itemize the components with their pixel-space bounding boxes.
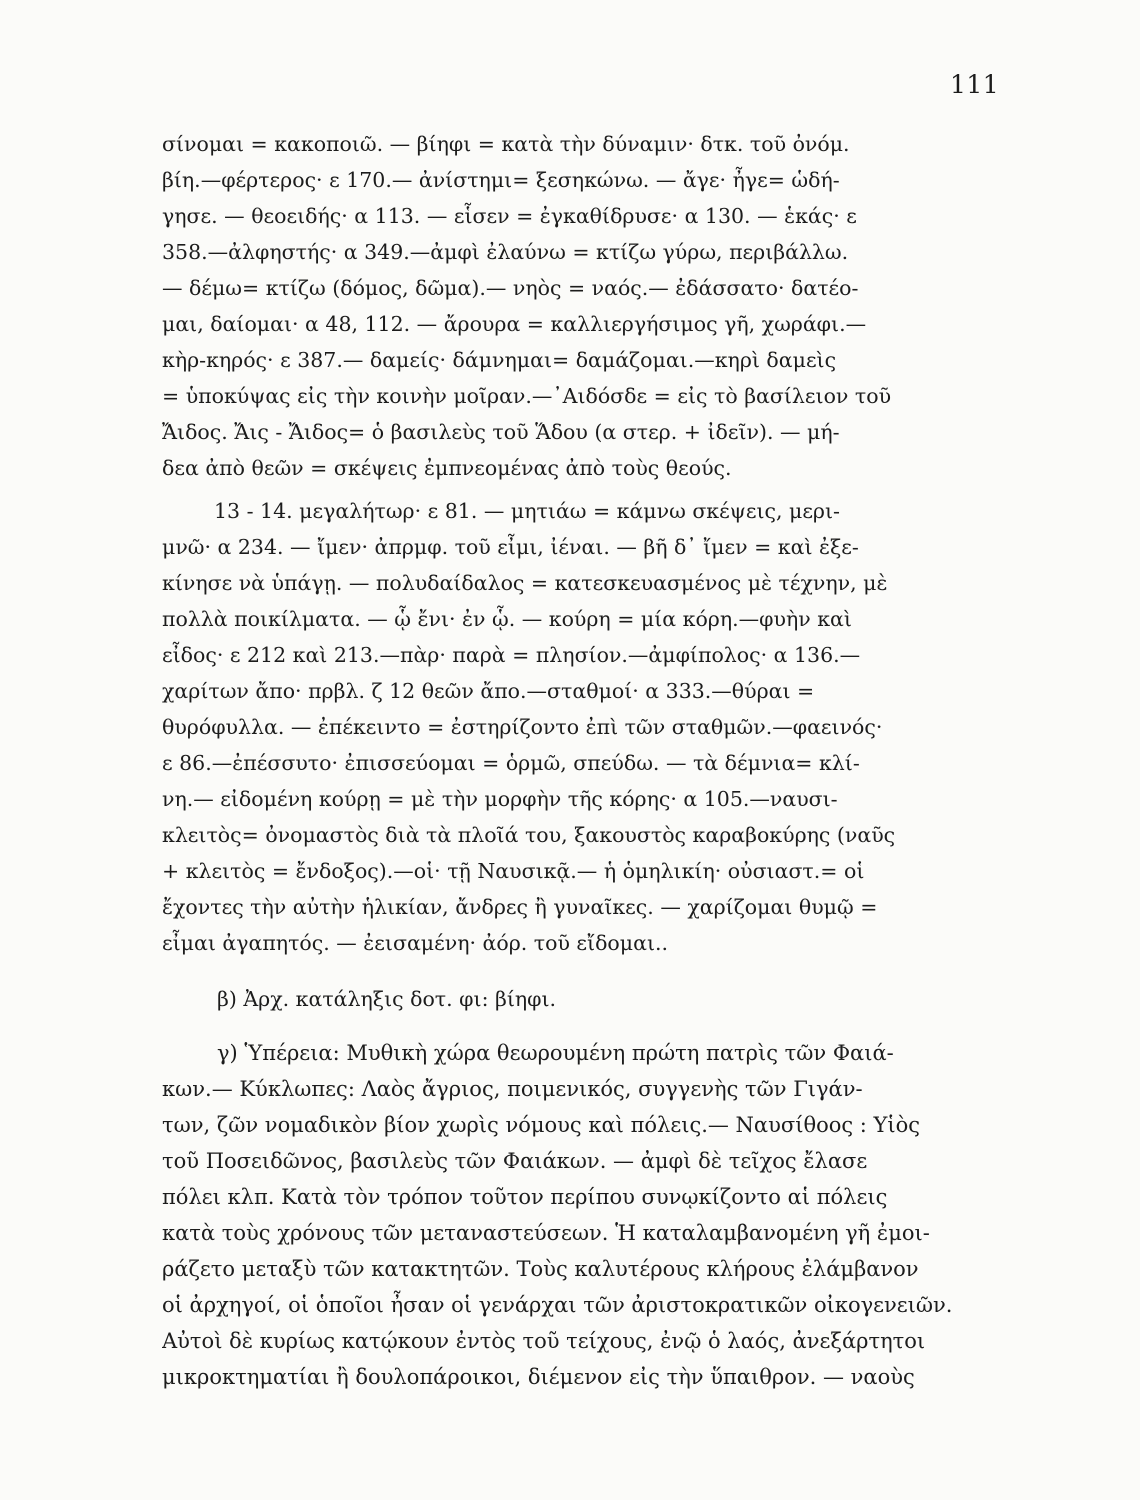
section-b-line: β) Ἀρχ. κατάληξις δοτ. φι: βίηφι. bbox=[217, 987, 557, 1011]
section-c-line: πόλει κλπ. Κατὰ τὸν τρόπον τοῦτον περίπου συνῳκίζοντο αἱ πόλεις bbox=[162, 1185, 888, 1209]
section-c-line: μικροκτηματίαι ἢ δουλοπάροικοι, διέμενον εἰς τὴν ὕπαιθρον. — ναοὺς bbox=[162, 1365, 915, 1389]
glossary-line: βίη.—φέρτερος· ε 170.— ἀνίστημι= ξεσηκώνω. — ἄγε· ἦγε= ὡδή- bbox=[162, 168, 840, 192]
glossary-line: θυρόφυλλα. — ἐπέκειντο = ἐστηρίζοντο ἐπὶ τῶν σταθμῶν.—φαεινός· bbox=[162, 715, 883, 739]
glossary-line: ε 86.—ἐπέσσυτο· ἐπισσεύομαι = ὁρμῶ, σπεύδω. — τὰ δέμνια= κλί- bbox=[162, 751, 860, 775]
glossary-line: + κλειτὸς = ἔνδοξος).—οἱ· τῇ Ναυσικᾷ.— ἡ ὁμηλικίη· οὐσιαστ.= οἱ bbox=[162, 859, 865, 883]
glossary-line: εἶδος· ε 212 καὶ 213.—πὰρ· παρὰ = πλησίον.—ἀμφίπολος· α 136.— bbox=[162, 643, 861, 667]
glossary-line: πολλὰ ποικίλματα. — ᾧ ἔνι· ἐν ᾧ. — κούρη = μία κόρη.—φυὴν καὶ bbox=[162, 607, 852, 631]
glossary-line: γησε. — θεοειδής· α 113. — εἷσεν = ἐγκαθίδρυσε· α 130. — ἑκάς· ε bbox=[162, 204, 857, 228]
glossary-line: κλειτὸς= ὀνομαστὸς διὰ τὰ πλοῖά του, ξακουστὸς καραβοκύρης (ναῦς bbox=[162, 823, 896, 847]
section-c-line: των, ζῶν νομαδικὸν βίον χωρὶς νόμους καὶ πόλεις.— Ναυσίθοος : Υἱὸς bbox=[162, 1113, 921, 1137]
section-c-line: Αὐτοὶ δὲ κυρίως κατῴκουν ἐντὸς τοῦ τείχους, ἐνῷ ὁ λαός, ἀνεξάρτητοι bbox=[162, 1329, 926, 1353]
glossary-line: νη.— εἰδομένη κούρῃ = μὲ τὴν μορφὴν τῆς κόρης· α 105.—ναυσι- bbox=[162, 787, 838, 811]
glossary-line: ἔχοντες τὴν αὐτὴν ἡλικίαν, ἄνδρες ἢ γυναῖκες. — χαρίζομαι θυμῷ = bbox=[162, 895, 878, 919]
section-c-line: κατὰ τοὺς χρόνους τῶν μεταναστεύσεων. Ἡ καταλαμβανομένη γῆ ἐμοι- bbox=[162, 1221, 930, 1245]
section-c-line: τοῦ Ποσειδῶνος, βασιλεὺς τῶν Φαιάκων. — ἀμφὶ δὲ τεῖχος ἔλασε bbox=[162, 1149, 868, 1173]
glossary-line: χαρίτων ἄπο· πρβλ. ζ 12 θεῶν ἄπο.—σταθμοί· α 333.—θύραι = bbox=[162, 679, 815, 703]
glossary-line: εἶμαι ἀγαπητός. — ἐεισαμένη· ἀόρ. τοῦ εἴδομαι.. bbox=[162, 931, 669, 955]
glossary-line: 13 - 14. μεγαλήτωρ· ε 81. — μητιάω = κάμνω σκέψεις, μερι- bbox=[214, 499, 840, 523]
section-c-line: οἱ ἀρχηγοί, οἱ ὁποῖοι ἦσαν οἱ γενάρχαι τῶν ἀριστοκρατικῶν οἰκογενειῶν. bbox=[162, 1293, 953, 1317]
glossary-line: μνῶ· α 234. — ἴμεν· ἀπρμφ. τοῦ εἶμι, ἰέναι. — βῆ δ᾿ ἴμεν = καὶ ἐξε- bbox=[162, 535, 859, 559]
commentary-text bbox=[162, 126, 997, 1395]
section-c-line: κων.— Κύκλωπες: Λαὸς ἄγριος, ποιμενικός, συγγενὴς τῶν Γιγάν- bbox=[162, 1077, 863, 1101]
glossary-line: κὴρ-κηρός· ε 387.— δαμείς· δάμνημαι= δαμάζομαι.—κηρὶ δαμεὶς bbox=[162, 348, 837, 372]
section-c-line: γ) Ὑπέρεια: Μυθικὴ χώρα θεωρουμένη πρώτη πατρὶς τῶν Φαιά- bbox=[217, 1041, 894, 1065]
glossary-line: κίνησε νὰ ὑπάγῃ. — πολυδαίδαλος = κατεσκευασμένος μὲ τέχνην, μὲ bbox=[162, 571, 888, 595]
glossary-line: σίνομαι = κακοποιῶ. — βίηφι = κατὰ τὴν δύναμιν· δτκ. τοῦ ὀνόμ. bbox=[162, 132, 850, 156]
section-c-line: ράζετο μεταξὺ τῶν κατακτητῶν. Τοὺς καλυτέρους κλήρους ἐλάμβανον bbox=[162, 1257, 919, 1281]
glossary-line: = ὑποκύψας εἰς τὴν κοινὴν μοῖραν.—᾿Αιδόσδε = εἰς τὸ βασίλειον τοῦ bbox=[162, 384, 892, 408]
glossary-line: μαι, δαίομαι· α 48, 112. — ἄρουρα = καλλιεργήσιμος γῆ, χωράφι.— bbox=[162, 312, 867, 336]
glossary-line: Ἄιδος. Ἄις - Ἄιδος= ὁ βασιλεὺς τοῦ Ἅδου (α στερ. + ἰδεῖν). — μή- bbox=[162, 420, 840, 444]
page-number: 111 bbox=[950, 70, 1000, 99]
glossary-line: 358.—ἀλφηστής· α 349.—ἀμφὶ ἐλαύνω = κτίζω γύρω, περιβάλλω. bbox=[162, 240, 849, 264]
glossary-line: δεα ἀπὸ θεῶν = σκέψεις ἐμπνεομένας ἀπὸ τοὺς θεούς. bbox=[162, 456, 732, 480]
glossary-line: — δέμω= κτίζω (δόμος, δῶμα).— νηὸς = ναός.— ἐδάσσατο· δατέο- bbox=[162, 276, 859, 300]
